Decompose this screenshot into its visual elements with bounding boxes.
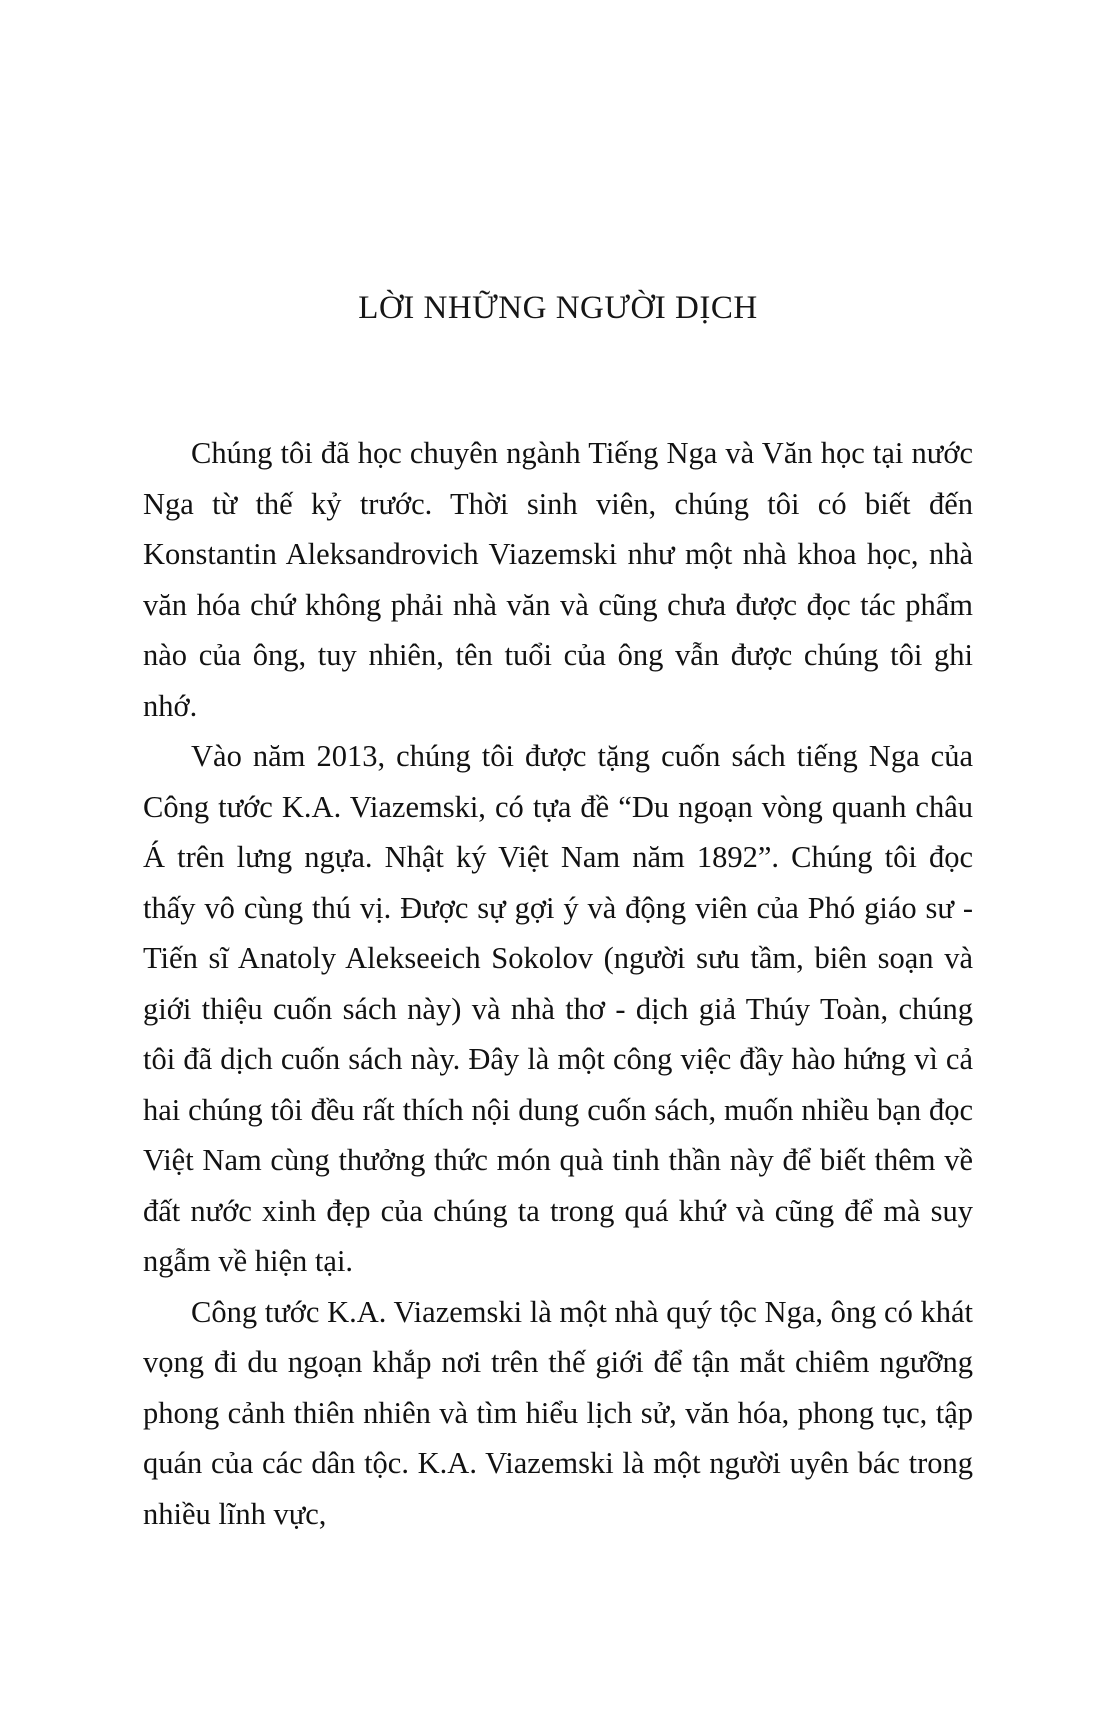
paragraph-text: Chúng tôi đã học chuyên ngành Tiếng Nga và Văn học tại nước Nga từ thế kỷ trước. Thời sinh viên, chúng tôi có biết đến Konstantin Aleksandrovich Viazemski như một nhà khoa học, nhà văn hóa chứ không phải nhà văn và cũng chưa được đọc tác phẩm nào của ông, tuy nhiên, tên tuổi của ông vẫn được chúng tôi ghi nhớ. — [143, 436, 973, 723]
page-title: LỜI NHỮNG NGƯỜI DỊCH — [358, 290, 758, 326]
page-content — [143, 0, 973, 1539]
paragraph — [143, 1287, 973, 1540]
paragraph — [143, 731, 973, 1287]
paragraph-text: Vào năm 2013, chúng tôi được tặng cuốn sách tiếng Nga của Công tước K.A. Viazemski, có tựa đề “Du ngoạn vòng quanh châu Á trên lưng ngựa. Nhật ký Việt Nam năm 1892”. Chúng tôi đọc thấy vô cùng thú vị. Được sự gợi ý và động viên của Phó giáo sư - Tiến sĩ Anatoly Alekseeich Sokolov (người sưu tầm, biên soạn và giới thiệu cuốn sách này) và nhà thơ - dịch giả Thúy Toàn, chúng tôi đã dịch cuốn sách này. Đây là một công việc đầy hào hứng vì cả hai chúng tôi đều rất thích nội dung cuốn sách, muốn nhiều bạn đọc Việt Nam cùng thưởng thức món quà tinh thần này để biết thêm về đất nước xinh đẹp của chúng ta trong quá khứ và cũng để mà suy ngẫm về hiện tại. — [143, 739, 973, 1278]
paragraph — [143, 428, 973, 731]
paragraph-text: Công tước K.A. Viazemski là một nhà quý tộc Nga, ông có khát vọng đi du ngoạn khắp nơi trên thế giới để tận mắt chiêm ngưỡng phong cảnh thiên nhiên và tìm hiểu lịch sử, văn hóa, phong tục, tập quán của các dân tộc. K.A. Viazemski là một người uyên bác trong nhiều lĩnh vực, — [143, 1294, 973, 1531]
